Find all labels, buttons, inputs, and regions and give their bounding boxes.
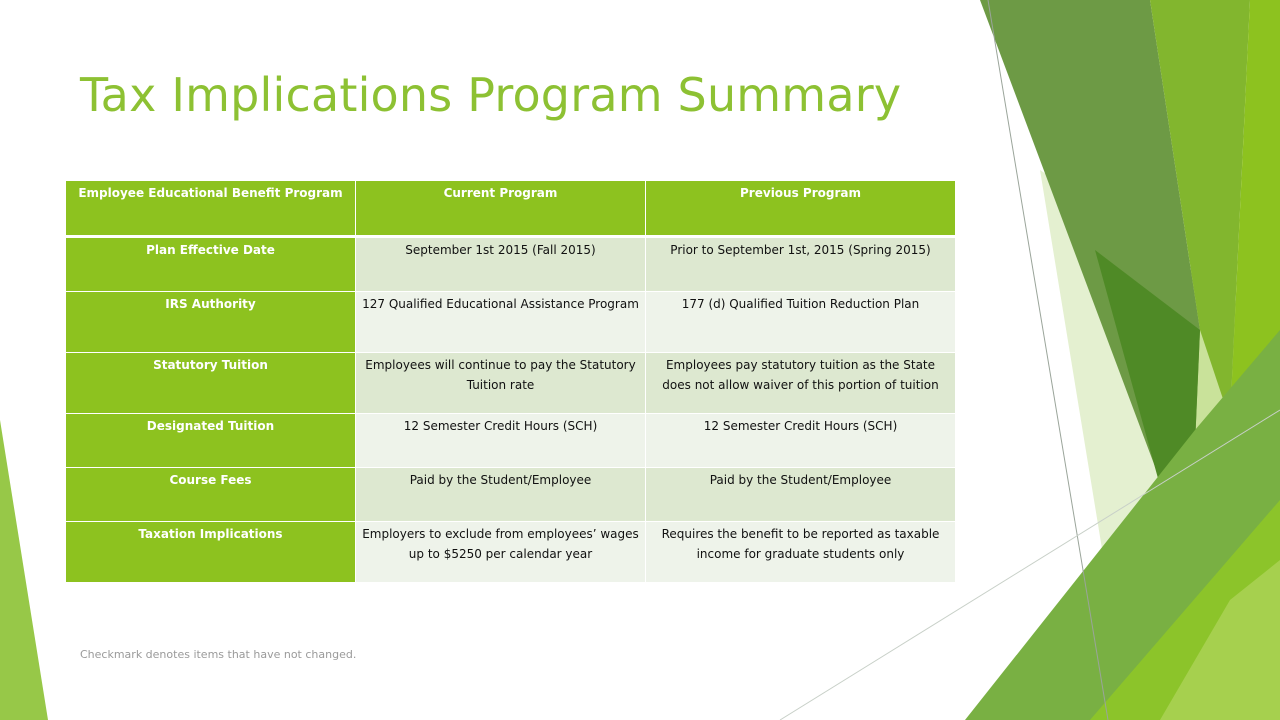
row-label: IRS Authority	[66, 292, 356, 353]
left-accent-shape	[0, 420, 48, 720]
current-cell: 12 Semester Credit Hours (SCH)	[356, 414, 646, 468]
table-row	[66, 292, 956, 353]
current-cell: Employees will continue to pay the Statutory Tuition rate	[356, 353, 646, 414]
row-label: Taxation Implications	[66, 522, 356, 583]
row-label: Statutory Tuition	[66, 353, 356, 414]
previous-cell: 12 Semester Credit Hours (SCH)	[646, 414, 956, 468]
header-previous: Previous Program	[646, 181, 956, 237]
current-cell: September 1st 2015 (Fall 2015)	[356, 237, 646, 292]
program-summary-table	[65, 180, 956, 583]
row-label: Course Fees	[66, 468, 356, 522]
current-cell: 127 Qualified Educational Assistance Program	[356, 292, 646, 353]
previous-cell: Requires the benefit to be reported as taxable income for graduate students only	[646, 522, 956, 583]
current-cell: Employers to exclude from employees’ wages up to $5250 per calendar year	[356, 522, 646, 583]
slide-title: Tax Implications Program Summary	[80, 68, 902, 122]
row-label: Plan Effective Date	[66, 237, 356, 292]
table-row	[66, 468, 956, 522]
table-row	[66, 522, 956, 583]
previous-cell: Paid by the Student/Employee	[646, 468, 956, 522]
previous-cell: 177 (d) Qualified Tuition Reduction Plan	[646, 292, 956, 353]
row-label: Designated Tuition	[66, 414, 356, 468]
footnote: Checkmark denotes items that have not changed.	[80, 648, 357, 661]
header-program: Employee Educational Benefit Program	[66, 181, 356, 237]
table-row	[66, 237, 956, 292]
header-current: Current Program	[356, 181, 646, 237]
previous-cell: Employees pay statutory tuition as the State does not allow waiver of this portion of tuition	[646, 353, 956, 414]
current-cell: Paid by the Student/Employee	[356, 468, 646, 522]
table-row	[66, 353, 956, 414]
previous-cell: Prior to September 1st, 2015 (Spring 2015)	[646, 237, 956, 292]
table-row	[66, 414, 956, 468]
table-header-row	[66, 181, 956, 237]
